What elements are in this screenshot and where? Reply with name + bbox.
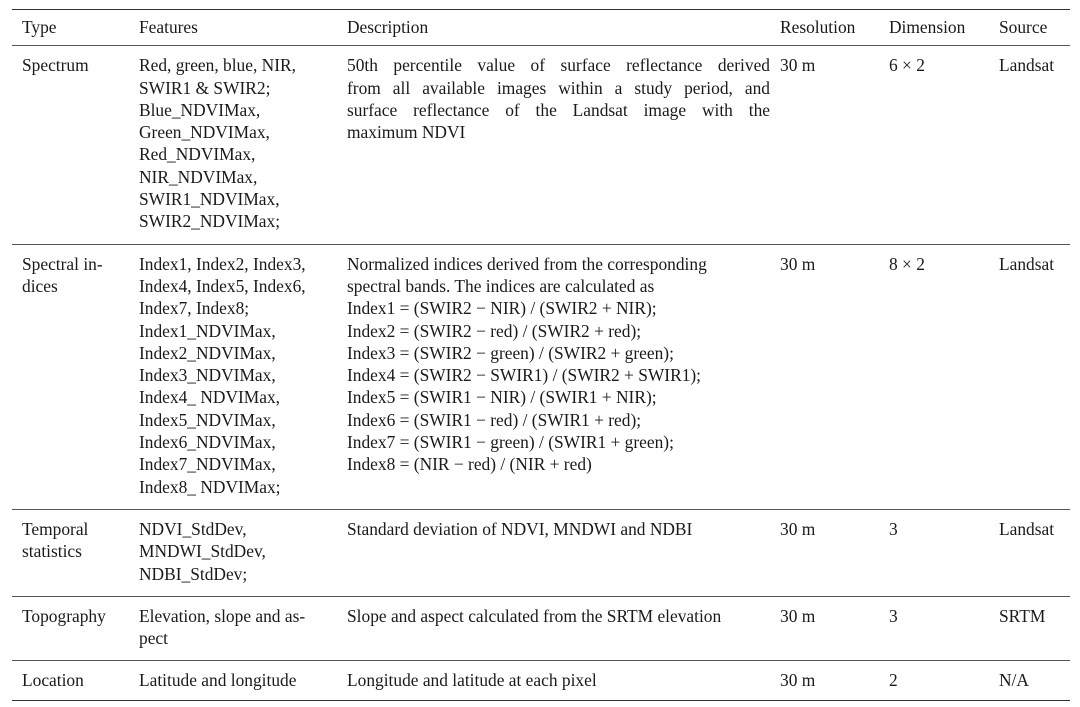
cell-type-line: statistics <box>22 541 82 562</box>
cell-features-line: Green_NDVIMax, <box>139 122 270 143</box>
cell-features-line: Red, green, blue, NIR, <box>139 55 296 76</box>
cell-features-line: Index5_NDVIMax, <box>139 409 276 430</box>
cell-description-line: Index1 = (SWIR2 − NIR) / (SWIR2 + NIR); <box>347 298 657 319</box>
cell-description <box>337 509 770 596</box>
cell-features <box>129 661 337 700</box>
cell-description-line: Index6 = (SWIR1 − red) / (SWIR1 + red); <box>347 409 642 430</box>
cell-features-line: Index2_NDVIMax, <box>139 342 276 363</box>
cell-features <box>129 244 337 509</box>
header-dimension: Dimension <box>879 10 989 46</box>
cell-features <box>129 46 337 244</box>
cell-description-line: from all available images within a study period, and <box>347 77 770 98</box>
features-table <box>12 9 1070 701</box>
cell-description-line: Index5 = (SWIR1 − NIR) / (SWIR1 + NIR); <box>347 387 657 408</box>
cell-features <box>129 596 337 661</box>
cell-resolution: 30 m <box>770 46 879 244</box>
cell-features-line: Index7_NDVIMax, <box>139 454 276 475</box>
cell-dimension: 2 <box>879 661 989 700</box>
table-row <box>12 661 1070 700</box>
cell-description-line: Index2 = (SWIR2 − red) / (SWIR2 + red); <box>347 320 642 341</box>
cell-features-line: pect <box>139 628 168 649</box>
cell-description-line: spectral bands. The indices are calculated as <box>347 275 655 296</box>
cell-dimension: 3 <box>879 509 989 596</box>
cell-features-line: Red_NDVIMax, <box>139 144 256 165</box>
table-row <box>12 244 1070 509</box>
cell-type-line: dices <box>22 275 58 296</box>
cell-type <box>12 46 129 244</box>
header-resolution: Resolution <box>770 10 879 46</box>
cell-description <box>337 244 770 509</box>
cell-features-line: NIR_NDVIMax, <box>139 166 258 187</box>
cell-type <box>12 661 129 700</box>
cell-features-line: SWIR1_NDVIMax, <box>139 189 280 210</box>
cell-resolution: 30 m <box>770 509 879 596</box>
cell-type-line: Spectrum <box>22 55 89 76</box>
cell-features-line: Blue_NDVIMax, <box>139 99 261 120</box>
cell-features-line: SWIR2_NDVIMax; <box>139 211 281 232</box>
cell-resolution: 30 m <box>770 244 879 509</box>
cell-features-line: Index1, Index2, Index3, <box>139 253 306 274</box>
cell-type <box>12 596 129 661</box>
cell-features-line: Index4, Index5, Index6, <box>139 275 306 296</box>
cell-description-line: Standard deviation of NDVI, MNDWI and NDBI <box>347 518 693 539</box>
cell-features-line: SWIR1 & SWIR2; <box>139 77 271 98</box>
table-row <box>12 596 1070 661</box>
cell-description-line: maximum NDVI <box>347 122 466 143</box>
cell-resolution: 30 m <box>770 661 879 700</box>
table-body <box>12 46 1070 700</box>
cell-features-line: Latitude and longitude <box>139 670 297 691</box>
cell-dimension: 6 × 2 <box>879 46 989 244</box>
header-source: Source <box>989 10 1070 46</box>
header-description: Description <box>337 10 770 46</box>
table-row <box>12 46 1070 244</box>
cell-features-line: Index6_NDVIMax, <box>139 432 276 453</box>
cell-type-line: Temporal <box>22 518 89 539</box>
cell-type <box>12 509 129 596</box>
cell-type <box>12 244 129 509</box>
cell-description-line: Index7 = (SWIR1 − green) / (SWIR1 + green); <box>347 432 674 453</box>
cell-features-line: Index7, Index8; <box>139 298 250 319</box>
cell-type-line: Location <box>22 670 84 691</box>
cell-description-line: Index4 = (SWIR2 − SWIR1) / (SWIR2 + SWIR1); <box>347 365 702 386</box>
cell-description <box>337 46 770 244</box>
cell-features-line: NDBI_StdDev; <box>139 563 248 584</box>
cell-features-line: Elevation, slope and as- <box>139 605 306 626</box>
cell-features-line: NDVI_StdDev, <box>139 518 247 539</box>
cell-type-line: Topography <box>22 605 106 626</box>
cell-features <box>129 509 337 596</box>
cell-description <box>337 661 770 700</box>
cell-description-line: Longitude and latitude at each pixel <box>347 670 597 691</box>
cell-features-line: MNDWI_StdDev, <box>139 541 266 562</box>
cell-source: SRTM <box>989 596 1070 661</box>
cell-features-line: Index4_ NDVIMax, <box>139 387 281 408</box>
cell-type-line: Spectral in- <box>22 253 103 274</box>
table-row <box>12 509 1070 596</box>
cell-description-line: Index3 = (SWIR2 − green) / (SWIR2 + green); <box>347 342 674 363</box>
cell-features-line: Index8_ NDVIMax; <box>139 476 281 497</box>
cell-features-line: Index1_NDVIMax, <box>139 320 276 341</box>
cell-description-line: Normalized indices derived from the corresponding <box>347 253 707 274</box>
cell-description <box>337 596 770 661</box>
header-type: Type <box>12 10 129 46</box>
table-header-row <box>12 10 1070 46</box>
features-table-container <box>12 9 1070 701</box>
cell-source: Landsat <box>989 509 1070 596</box>
cell-features-line: Index3_NDVIMax, <box>139 365 276 386</box>
cell-source: Landsat <box>989 46 1070 244</box>
cell-description-line: Index8 = (NIR − red) / (NIR + red) <box>347 454 592 475</box>
cell-resolution: 30 m <box>770 596 879 661</box>
header-features: Features <box>129 10 337 46</box>
cell-dimension: 8 × 2 <box>879 244 989 509</box>
cell-description-line: 50th percentile value of surface reflectance derived <box>347 55 770 76</box>
cell-source: Landsat <box>989 244 1070 509</box>
cell-description-line: Slope and aspect calculated from the SRTM elevation <box>347 605 722 626</box>
cell-description-line: surface reflectance of the Landsat image with the <box>347 99 770 120</box>
cell-dimension: 3 <box>879 596 989 661</box>
cell-source: N/A <box>989 661 1070 700</box>
